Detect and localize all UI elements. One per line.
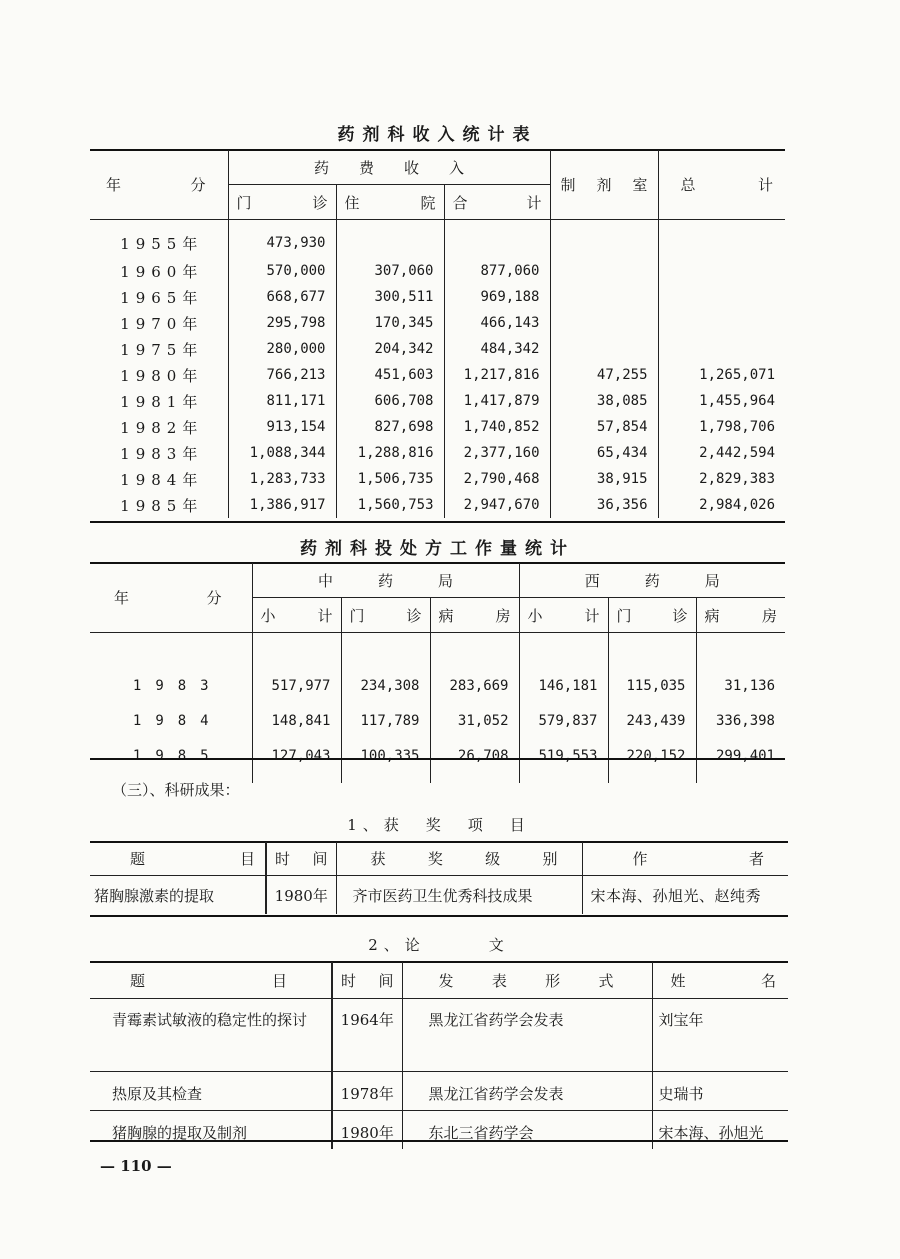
income-total: 2,442,594 — [658, 440, 785, 466]
income-row — [90, 258, 785, 284]
award-time: 1980年 — [266, 876, 336, 915]
income-year: 1960年 — [120, 262, 204, 281]
spacer-cell — [696, 773, 785, 783]
header-label: 门 诊 — [349, 606, 422, 625]
paper-name: 宋本海、孙旭光 — [652, 1111, 788, 1150]
rule-bottom-2 — [90, 758, 785, 760]
prescription-c-out: 234,308 — [341, 668, 430, 703]
income-table — [90, 150, 785, 518]
prescription-year: 1984 — [132, 712, 223, 729]
income-inpatient: 204,342 — [336, 336, 444, 362]
income-pharmacy — [550, 336, 658, 362]
award-topic: 猪胸腺激素的提取 — [94, 886, 215, 905]
chinese-header-outpatient — [341, 598, 430, 633]
income-row — [90, 388, 785, 414]
income-total — [658, 336, 785, 362]
prescription-c-sub: 517,977 — [252, 668, 341, 703]
prescription-row — [90, 668, 785, 703]
income-subtotal: 1,417,879 — [444, 388, 550, 414]
income-year: 1965年 — [120, 288, 204, 307]
income-year: 1983年 — [120, 444, 204, 463]
award-level: 齐市医药卫生优秀科技成果 — [336, 876, 582, 915]
income-total — [658, 258, 785, 284]
income-year: 1982年 — [120, 418, 204, 437]
paper-row — [90, 1072, 788, 1111]
income-subtotal: 969,188 — [444, 284, 550, 310]
prescription-w-sub: 519,553 — [519, 738, 608, 773]
awards-header-time: 时 间 — [266, 842, 336, 876]
header-label: 门 诊 — [616, 606, 688, 625]
prescription-c-out: 117,789 — [341, 703, 430, 738]
award-row — [90, 876, 788, 915]
income-subtotal: 2,377,160 — [444, 440, 550, 466]
paper-form: 东北三省药学会 — [402, 1111, 652, 1150]
paper-topic: 热原及其检查 — [90, 1072, 332, 1111]
income-year: 1955年 — [120, 234, 204, 253]
income-total: 1,798,706 — [658, 414, 785, 440]
spacer-cell — [341, 773, 430, 783]
income-year: 1985年 — [120, 496, 204, 515]
income-subtotal: 484,342 — [444, 336, 550, 362]
income-subtotal: 466,143 — [444, 310, 550, 336]
prescription-c-sub: 148,841 — [252, 703, 341, 738]
prescription-c-ward: 26,708 — [430, 738, 519, 773]
prescription-c-out: 100,335 — [341, 738, 430, 773]
header-year: 年 分 — [90, 150, 228, 220]
income-table-title: 药剂科收入统计表 — [337, 125, 538, 145]
income-subtotal: 1,740,852 — [444, 414, 550, 440]
header-western-pharmacy: 西 药 局 — [519, 563, 785, 598]
income-pharmacy — [550, 310, 658, 336]
awards-header-topic: 题 目 — [90, 842, 266, 876]
income-outpatient: 766,213 — [228, 362, 336, 388]
income-inpatient: 1,506,735 — [336, 466, 444, 492]
spacer-cell — [430, 773, 519, 783]
award-author: 宋本海、孙旭光、赵纯秀 — [582, 876, 788, 915]
prescription-w-out: 115,035 — [608, 668, 696, 703]
income-pharmacy — [550, 258, 658, 284]
income-row — [90, 362, 785, 388]
section-heading: （三）、科研成果： — [112, 781, 240, 799]
income-row — [90, 440, 785, 466]
income-subtotal: 877,060 — [444, 258, 550, 284]
income-outpatient: 280,000 — [228, 336, 336, 362]
income-total — [658, 284, 785, 310]
header-label: 小 计 — [527, 606, 600, 625]
paper-time: 1978年 — [332, 1072, 402, 1111]
spacer-cell — [608, 773, 696, 783]
header-drug-fee: 药 费 收 入 — [228, 150, 550, 185]
prescription-w-out: 220,152 — [608, 738, 696, 773]
income-row — [90, 492, 785, 518]
paper-form: 黑龙江省药学会发表 — [402, 1072, 652, 1111]
papers-header-form: 发 表 形 式 — [402, 962, 652, 999]
income-total: 1,455,964 — [658, 388, 785, 414]
income-inpatient: 300,511 — [336, 284, 444, 310]
papers-header-time: 时 间 — [332, 962, 402, 999]
rule-bottom-4 — [90, 1140, 788, 1142]
western-header-subtotal — [519, 598, 608, 633]
income-pharmacy: 38,915 — [550, 466, 658, 492]
income-total: 1,265,071 — [658, 362, 785, 388]
income-row — [90, 284, 785, 310]
income-year: 1981年 — [120, 392, 204, 411]
prescription-c-ward: 31,052 — [430, 703, 519, 738]
income-outpatient: 295,798 — [228, 310, 336, 336]
income-year: 1970年 — [120, 314, 204, 333]
awards-table — [90, 842, 788, 914]
prescription-table — [90, 563, 785, 783]
paper-form: 黑龙江省药学会发表 — [402, 999, 652, 1072]
paper-name: 刘宝年 — [652, 999, 788, 1072]
header-pharmacy: 制 剂 室 — [550, 150, 658, 220]
awards-header-level: 获 奖 级 别 — [336, 842, 582, 876]
prescription-w-sub: 146,181 — [519, 668, 608, 703]
paper-row — [90, 1111, 788, 1150]
income-row — [90, 220, 785, 259]
header-outpatient: 门 诊 — [228, 185, 336, 220]
prescription-c-ward: 283,669 — [430, 668, 519, 703]
spacer-cell — [252, 773, 341, 783]
paper-row — [90, 999, 788, 1072]
income-row — [90, 414, 785, 440]
income-row — [90, 466, 785, 492]
income-outpatient: 570,000 — [228, 258, 336, 284]
income-total — [658, 310, 785, 336]
paper-name: 史瑞书 — [652, 1072, 788, 1111]
income-outpatient: 1,386,917 — [228, 492, 336, 518]
income-outpatient: 668,677 — [228, 284, 336, 310]
chinese-header-ward — [430, 598, 519, 633]
awards-header-author: 作 者 — [582, 842, 788, 876]
income-pharmacy: 57,854 — [550, 414, 658, 440]
paper-time: 1980年 — [332, 1111, 402, 1150]
income-subtotal: 2,947,670 — [444, 492, 550, 518]
paper-topic: 青霉素试敏液的稳定性的探讨 — [90, 999, 332, 1072]
income-subtotal: 2,790,468 — [444, 466, 550, 492]
page-number: — 110 — — [100, 1157, 172, 1175]
western-header-outpatient — [608, 598, 696, 633]
papers-header-topic: 题 目 — [90, 962, 332, 999]
income-year: 1984年 — [120, 470, 204, 489]
papers-table — [90, 962, 788, 1149]
rule-bottom-3 — [90, 915, 788, 917]
income-inpatient — [336, 220, 444, 259]
prescription-table-title: 药剂科投处方工作量统计 — [300, 539, 575, 559]
income-outpatient: 811,171 — [228, 388, 336, 414]
awards-title: 1、获 奖 项 目 — [347, 816, 531, 834]
income-pharmacy: 38,085 — [550, 388, 658, 414]
income-outpatient: 913,154 — [228, 414, 336, 440]
prescription-w-ward: 31,136 — [696, 668, 785, 703]
prescription-c-sub: 127,043 — [252, 738, 341, 773]
prescription-row — [90, 703, 785, 738]
income-inpatient: 606,708 — [336, 388, 444, 414]
header-label: 病 房 — [438, 606, 511, 625]
header-label: 病 房 — [704, 606, 777, 625]
income-outpatient: 473,930 — [228, 220, 336, 259]
prescription-w-ward: 299,401 — [696, 738, 785, 773]
paper-time: 1964年 — [332, 999, 402, 1072]
income-inpatient: 1,560,753 — [336, 492, 444, 518]
prescription-w-sub: 579,837 — [519, 703, 608, 738]
spacer-cell — [519, 773, 608, 783]
income-total: 2,984,026 — [658, 492, 785, 518]
chinese-header-subtotal — [252, 598, 341, 633]
income-inpatient: 1,288,816 — [336, 440, 444, 466]
prescription-year: 1985 — [132, 747, 223, 764]
header-subtotal: 合 计 — [444, 185, 550, 220]
income-total — [658, 220, 785, 259]
income-row — [90, 336, 785, 362]
header-chinese-pharmacy: 中 药 局 — [252, 563, 519, 598]
income-subtotal — [444, 220, 550, 259]
income-pharmacy: 47,255 — [550, 362, 658, 388]
income-year: 1980年 — [120, 366, 204, 385]
income-year: 1975年 — [120, 340, 204, 359]
income-inpatient: 307,060 — [336, 258, 444, 284]
income-outpatient: 1,088,344 — [228, 440, 336, 466]
income-subtotal: 1,217,816 — [444, 362, 550, 388]
prescription-w-ward: 336,398 — [696, 703, 785, 738]
income-pharmacy: 65,434 — [550, 440, 658, 466]
income-pharmacy: 36,356 — [550, 492, 658, 518]
prescription-row — [90, 738, 785, 773]
income-inpatient: 827,698 — [336, 414, 444, 440]
papers-header-name: 姓 名 — [652, 962, 788, 999]
header-total: 总 计 — [658, 150, 785, 220]
header-year-2: 年 分 — [90, 563, 252, 633]
income-inpatient: 451,603 — [336, 362, 444, 388]
western-header-ward — [696, 598, 785, 633]
paper-topic: 猪胸腺的提取及制剂 — [112, 1123, 248, 1142]
income-pharmacy — [550, 284, 658, 310]
income-outpatient: 1,283,733 — [228, 466, 336, 492]
income-pharmacy — [550, 220, 658, 259]
rule-bottom-1 — [90, 521, 785, 523]
papers-title: 2、论 文 — [368, 936, 510, 954]
income-inpatient: 170,345 — [336, 310, 444, 336]
prescription-w-out: 243,439 — [608, 703, 696, 738]
prescription-year: 1983 — [132, 677, 223, 694]
header-inpatient: 住 院 — [336, 185, 444, 220]
income-total: 2,829,383 — [658, 466, 785, 492]
header-label: 小 计 — [260, 606, 333, 625]
income-row — [90, 310, 785, 336]
